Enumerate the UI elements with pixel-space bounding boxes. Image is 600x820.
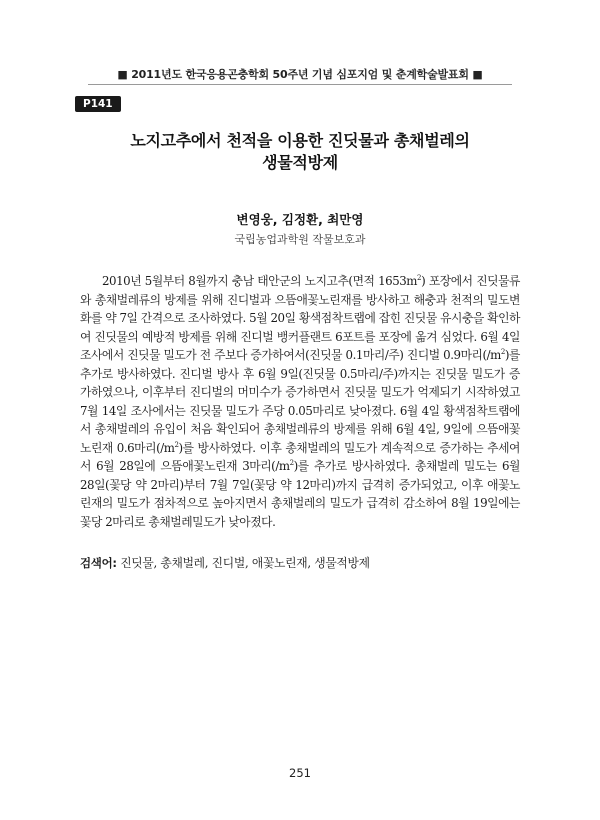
- superscript: 2: [417, 274, 422, 283]
- header-divider: [88, 84, 512, 85]
- abstract-text-2: ) 포장에서 진딧물류와 총채벌레류의 방제를 위해 진디벌과 으뜸애꽃노린재를 방사하고 해충과 천적의 밀도변화를 약 7일 간격으로 조사하였다. 5월 20일 황색점착트랩에 잡힌 진딧물 유시충을 확인하여 진딧물의 예방적 방제를 위해 진디벌 뱅커플랜트 6포트를 포장에 옮겨 심었다. 6월 4일 조사에서 진딧물 밀도가 전 주보다 증가하여서(진딧물 0.1마리/주) 진디벌 0.9마리(/m: [80, 274, 520, 362]
- abstract-text-4: )를 방사하였다. 이후 총채벌레의 밀도가 계속적으로 증가하는 추세여서 6월 28일에 으뜸애꽃노린재 3마리(/m: [80, 440, 520, 473]
- paper-id-badge: P141: [75, 96, 121, 112]
- keywords-label: 검색어:: [80, 556, 117, 570]
- superscript: 2: [174, 440, 179, 449]
- abstract-text-1: 2010년 5월부터 8월까지 충남 태안군의 노지고추(면적 1653m: [102, 274, 418, 288]
- page-number: 251: [289, 766, 311, 780]
- abstract-text-5: )를 추가로 방사하였다. 총채벌레 밀도는 6월 28일(꽃당 약 2마리)부터 7월 7일(꽃당 약 12마리)까지 급격히 증가되었고, 이후 애꽃노린재의 밀도가 점차적으로 높아지면서 총채벌레의 밀도가 급격히 감소하여 8월 19일에는 꽃당 2마리로 총채벌레밀도가 낮아졌다.: [80, 459, 520, 529]
- author-affiliation: 국립농업과학원 작물보호과: [234, 233, 366, 246]
- abstract-text-3: )를 추가로 방사하였다. 진디벌 방사 후 6월 9일(진딧물 0.5마리/주)까지는 진딧물 밀도가 증가하였으나, 이후부터 진디벌의 머미수가 증가하면서 진딧물 밀도가 억제되기 시작하였고 7월 14일 조사에서는 진딧물 밀도가 주당 0.05마리로 낮아졌다. 6월 4일 황색점착트랩에서 총채벌레의 유입이 처음 확인되어 총채벌레류의 방제를 위해 6월 4일, 9일에 으뜸애꽃노린재 0.6마리(/m: [80, 348, 520, 455]
- author-list: 변영웅, 김정환, 최만영: [236, 212, 364, 227]
- superscript: 2: [289, 459, 294, 468]
- paper-title: [60, 130, 540, 174]
- conference-header: ■ 2011년도 한국응용곤충학회 50주년 기념 심포지엄 및 춘계학술발표회 ■: [117, 68, 483, 81]
- keywords-list: 진딧물, 총채벌레, 진디벌, 애꽃노린재, 생물적방제: [120, 556, 370, 570]
- superscript: 2: [500, 348, 505, 357]
- keywords-line: [80, 554, 520, 571]
- title-line-1: 노지고추에서 천적을 이용한 진딧물과 총채벌레의: [130, 131, 470, 150]
- abstract-body: [80, 272, 520, 531]
- title-line-2: 생물적방제: [262, 153, 338, 172]
